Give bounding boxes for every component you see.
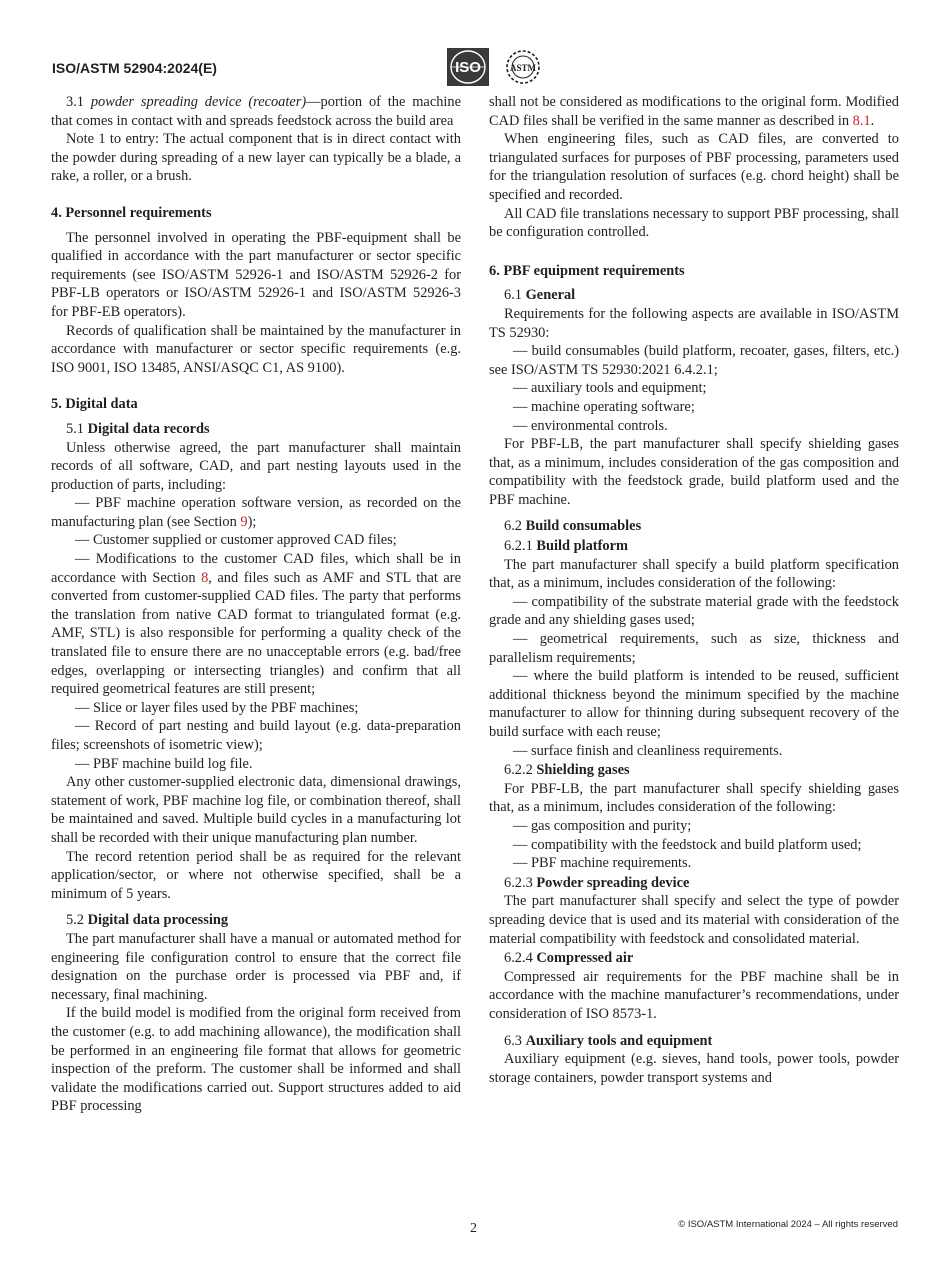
list-item: — compatibility with the feedstock and build platform used;: [513, 836, 862, 853]
paragraph: The personnel involved in operating the PBF-equipment shall be qualified in accordance with the part manufacturer or sector specific requirements (see ISO/ASTM 52926-1 and ISO/ASTM 52926-2 for PBF-LB operators or ISO/ASTM 52926-1 and ISO/ASTM 52926-3 for PBF-EB operators).: [51, 229, 461, 320]
list-item: — where the build platform is intended to be reused, sufficient additional thickness beyond the minimum specified by the machine manufacturer to allow for thinning during subsequent recovery of the build surface with each reuse;: [489, 668, 899, 740]
svg-text:ISO: ISO: [455, 59, 481, 76]
list-item: — machine operating software;: [513, 398, 695, 415]
subsection-6-3-title: 6.3 Auxiliary tools and equipment: [504, 1032, 713, 1049]
list-item: — PBF machine operation software version, as recorded on the manufacturing plan (see Section 9);: [51, 495, 461, 530]
subsection-6-2-2-title: 6.2.2 Shielding gases: [504, 762, 630, 779]
list-item: — gas composition and purity;: [513, 817, 692, 834]
paragraph: Auxiliary equipment (e.g. sieves, hand tools, power tools, powder storage containers, powder transport systems and: [489, 1051, 899, 1086]
list-item: — geometrical requirements, such as size, thickness and parallelism requirements;: [489, 631, 899, 666]
section-9-link[interactable]: 9: [240, 513, 248, 530]
paragraph: Compressed air requirements for the PBF machine shall be in accordance with the machine manufacturer’s recommendations, under consideration of ISO 8573-1.: [489, 968, 899, 1022]
section-4-title: 4. Personnel requirements: [51, 204, 212, 221]
paragraph: The part manufacturer shall have a manual or automated method for engineering file configuration control to ensure that the correct file designation on the purchase order is processed via PBF and, if necessary, final machining.: [51, 930, 461, 1003]
list-item: — PBF machine requirements.: [513, 855, 692, 872]
subsection-6-1-title: 6.1 General: [504, 287, 576, 304]
subsection-6-2-3-title: 6.2.3 Powder spreading device: [504, 874, 690, 891]
paragraph: If the build model is modified from the original form received from the customer (e.g. to add machining allowance), the modification shall be performed in an engineering file format that allows for geometric inspection of the preform. The customer shall be informed and shall validate the modifications carried out. Support structures added to aid PBF processing: [51, 1005, 461, 1115]
paragraph: For PBF-LB, the part manufacturer shall specify shielding gases that, as a minimum, includes consideration of the following:: [489, 780, 899, 816]
list-item: — surface finish and cleanliness requirements.: [513, 742, 783, 759]
paragraph: Any other customer-supplied electronic data, dimensional drawings, statement of work, PBF machine log file, or combination thereof, shall be maintained and saved. Multiple build cycles in a manufacturing lot shall be recorded with their unique manufacturing plan number.: [51, 774, 461, 846]
paragraph: Records of qualification shall be maintained by the manufacturer in accordance with manufacturer or sector specific requirements (e.g. ISO 9001, ISO 13485, ANSI/ASQC C1, AS 9100).: [51, 322, 461, 376]
left-column: [51, 93, 461, 1116]
paragraph: Requirements for the following aspects are available in ISO/ASTM TS 52930:: [489, 305, 899, 341]
astm-logo: [503, 48, 543, 86]
header-logos: [447, 48, 543, 86]
list-item: — PBF machine build log file.: [75, 755, 253, 772]
subsection-6-2-4-title: 6.2.4 Compressed air: [504, 950, 634, 967]
svg-text:ASTM: ASTM: [509, 63, 537, 73]
paragraph: shall not be considered as modifications to the original form. Modified CAD files shall be verified in the same manner as described in 8.1.: [489, 94, 899, 129]
right-column: [489, 93, 899, 1087]
list-item: — environmental controls.: [513, 417, 668, 434]
paragraph: For PBF-LB, the part manufacturer shall specify shielding gases that, as a minimum, includes consideration of the gas composition and compatibility with the feedstock grade, build platform used and the PBF machine.: [489, 436, 899, 508]
list-item: — build consumables (build platform, recoater, gases, filters, etc.) see ISO/ASTM TS 52930:2021 6.4.2.1;: [489, 343, 899, 378]
page-number: 2: [470, 1221, 477, 1236]
list-item: — Slice or layer files used by the PBF machines;: [75, 699, 359, 716]
iso-logo: [447, 48, 489, 86]
section-8-1-link[interactable]: 8.1: [852, 112, 871, 129]
document-id: ISO/ASTM 52904:2024(E): [52, 60, 217, 76]
list-item: — Modifications to the customer CAD files, which shall be in accordance with Section 8, and files such as AMF and STL that are converted from customer-supplied CAD files. The party that performs the translation from native CAD format to triangulated format (e.g. AMF, STL) is also responsible for performing a quality check of the translated file to ensure there are no unacceptable errors (e.g. bad/free edges, overlapping or intersecting triangles) and confirm that all required geometrical features are still present;: [51, 551, 461, 698]
subsection-6-2-1-title: 6.2.1 Build platform: [504, 538, 628, 555]
subsection-5-2-title: 5.2 Digital data processing: [66, 912, 229, 929]
list-item: — Record of part nesting and build layout (e.g. data-preparation files; screenshots of isometric view);: [51, 718, 461, 753]
paragraph: All CAD file translations necessary to support PBF processing, shall be configuration controlled.: [489, 205, 899, 241]
paragraph: When engineering files, such as CAD files, are converted to triangulated surfaces for purposes of PBF processing, parameters used for the triangulation resolution of surfaces (e.g. chord height) shall be specified and recorded.: [489, 131, 899, 203]
paragraph: The part manufacturer shall specify and select the type of powder spreading device that is used and its material with consideration of the material compatibility with feedstock and consolidated material.: [489, 893, 899, 947]
list-item: — auxiliary tools and equipment;: [513, 380, 707, 397]
note-1: Note 1 to entry: The actual component that is in direct contact with the powder during spreading of a new layer can typically be a blade, a rake, a roller, or a brush.: [51, 131, 461, 185]
list-item: — compatibility of the substrate material grade with the feedstock grade and any shielding gases used;: [489, 593, 899, 629]
paragraph: The record retention period shall be as required for the relevant application/sector, or where not otherwise specified, shall be a minimum of 5 years.: [51, 848, 461, 902]
section-5-title: 5. Digital data: [51, 396, 138, 413]
subsection-5-1-title: 5.1 Digital data records: [66, 420, 210, 437]
paragraph: The part manufacturer shall specify a build platform specification that, as a minimum, includes consideration of the following:: [489, 556, 899, 592]
paragraph: Unless otherwise agreed, the part manufacturer shall maintain records of all software, CAD, and part nesting layouts used in the production of parts, including:: [51, 439, 461, 493]
copyright-notice: © ISO/ASTM International 2024 – All rights reserved: [678, 1219, 898, 1230]
section-8-link[interactable]: 8: [201, 569, 209, 586]
definition-3-1: 3.1 powder spreading device (recoater)—portion of the machine that comes in contact with and spreads feedstock across the build area: [51, 94, 461, 129]
subsection-6-2-title: 6.2 Build consumables: [504, 518, 642, 535]
section-6-title: 6. PBF equipment requirements: [489, 262, 685, 279]
list-item: — Customer supplied or customer approved CAD files;: [75, 532, 397, 549]
term-recoater: powder spreading device (recoater): [90, 94, 307, 110]
